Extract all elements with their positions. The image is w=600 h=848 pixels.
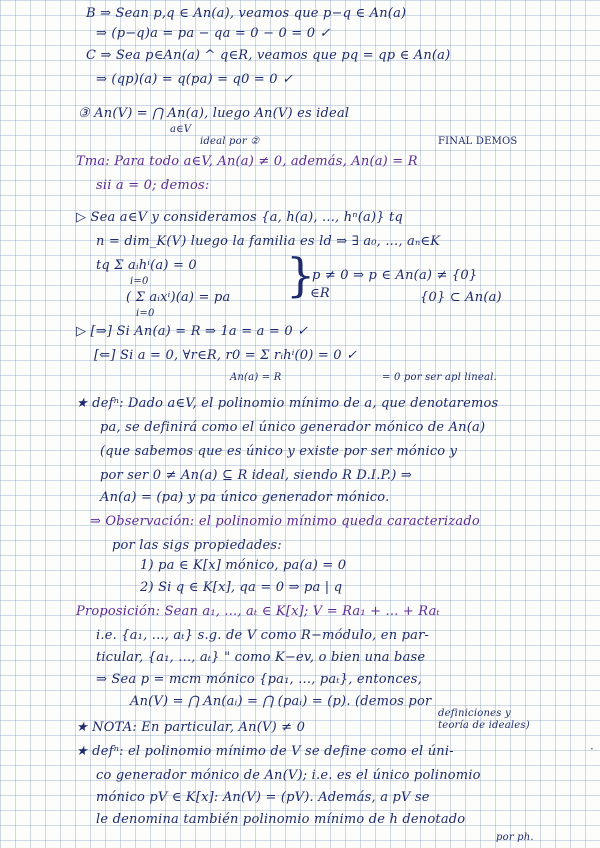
- proof-conclusion-nonzero: p ≠ 0 ⇒ p ∈ An(a) ≠ {0}: [312, 268, 478, 283]
- proposition-note-ideal-theory: teoría de ideales): [438, 720, 530, 731]
- proof-step-consider-family: ▷ Sea a∈V y consideramos {a, h(a), ..., hⁿ(a)} tq: [76, 210, 403, 225]
- proposition-line-5: An(V) = ⋂ An(aᵢ) = ⋂ (paᵢ) = (p). (demos por: [130, 694, 432, 709]
- note-annihilator-nonzero: ★ NOTA: En particular, An(V) ≠ 0: [76, 720, 306, 735]
- def-minimal-polynomial-of-V-3: mónico pV ∈ K[x]: An(V) = (pV). Además, a pV se: [96, 790, 430, 805]
- proof-linear-map-note: = 0 por ser apl lineal.: [382, 372, 497, 383]
- def-minimal-polynomial-4: por ser 0 ≠ An(a) ⊆ R ideal, siendo R D.I.P.) ⇒: [100, 468, 412, 483]
- property-1: 1) pa ∈ K[x] mónico, pa(a) = 0: [140, 558, 347, 573]
- sum-index-2: i=0: [136, 308, 155, 319]
- proof-backward-direction: [⇐] Si a = 0, ∀r∈R, r0 = Σ rᵢhⁱ(0) = 0 ✓: [94, 348, 358, 363]
- line-closure-difference: B ⇒ Sean p,q ∈ An(a), veamos que p−q ∈ An(a): [86, 6, 407, 21]
- proposition-line-4: ⇒ Sea p = mcm mónico {pa₁, ..., paₜ}, entonces,: [96, 672, 422, 687]
- def-minimal-polynomial-of-V-5: por ph.: [496, 832, 534, 843]
- proof-polynomial-equation: ( Σ aᵢxⁱ)(a) = pa: [126, 290, 231, 305]
- proof-backward-annotation: An(a) = R: [230, 372, 282, 383]
- margin-dot: ·: [590, 742, 594, 756]
- proof-conclusion-subset: {0} ⊂ An(a): [420, 290, 502, 305]
- theorem-condition: sii a = 0; demos:: [96, 178, 210, 193]
- proof-conclusion-in-ring: ∈R: [310, 286, 330, 301]
- def-minimal-polynomial-of-V-4: le denomina también polinomio mínimo de h denotado: [96, 812, 466, 827]
- sum-index-1: i=0: [130, 276, 149, 287]
- line-annihilator-intersection: ③ An(V) = ⋂ An(a), luego An(V) es ideal: [78, 106, 350, 121]
- proof-forward-direction: ▷ [⇒] Si An(a) = R ⇒ 1a = a = 0 ✓: [76, 324, 309, 339]
- ideal-by-note: ideal por ②: [200, 136, 260, 147]
- def-minimal-polynomial-5: An(a) = (pa) y pa único generador mónico.: [100, 490, 390, 505]
- def-minimal-polynomial-of-V-1: ★ defⁿ: el polinomio mínimo de V se define como el úni-: [76, 744, 454, 759]
- line-closure-product: C ⇒ Sea p∈An(a) ^ q∈R, veamos que pq = qp ∈ An(a): [86, 48, 451, 63]
- theorem-statement: Tma: Para todo a∈V, An(a) ≠ 0, además, An(a) = R: [76, 154, 418, 169]
- proof-step-linear-dependence: n = dim_K(V) luego la familia es ld ⇒ ∃ a₀, ..., aₙ∈K: [96, 234, 441, 249]
- observation-heading: ⇒ Observación: el polinomio mínimo queda caracterizado: [90, 514, 480, 529]
- line-closure-product-proof: ⇒ (qp)(a) = q(pa) = q0 = 0 ✓: [96, 72, 294, 87]
- proposition-note-definitions: definiciones y: [438, 708, 511, 719]
- def-minimal-polynomial-3: (que sabemos que es único y existe por ser mónico y: [100, 444, 458, 459]
- observation-properties: por las sigs propiedades:: [112, 538, 282, 553]
- proposition-line-2: i.e. {a₁, ..., aₜ} s.g. de V como R−módulo, en par-: [96, 628, 430, 643]
- def-minimal-polynomial-1: ★ defⁿ: Dado a∈V, el polinomio mínimo de a, que denotaremos: [76, 396, 499, 411]
- proof-sum-equation: tq Σ aᵢhⁱ(a) = 0: [96, 258, 197, 273]
- final-demos-label: FINAL DEMOS: [438, 136, 518, 147]
- def-minimal-polynomial-2: pa, se definirá como el único generador mónico de An(a): [100, 420, 486, 435]
- right-brace: }: [286, 248, 316, 302]
- proposition-line-3: ticular, {a₁, ..., aₜ} " como K−ev, o bien una base: [96, 650, 426, 665]
- property-2: 2) Si q ∈ K[x], qa = 0 ⇒ pa | q: [140, 580, 343, 595]
- intersection-subscript: a∈V: [170, 124, 192, 135]
- line-closure-difference-proof: ⇒ (p−q)a = pa − qa = 0 − 0 = 0 ✓: [96, 26, 331, 41]
- proposition-statement: Proposición: Sean a₁, ..., aₜ ∈ K[x]; V = Ra₁ + ... + Raₜ: [76, 604, 440, 619]
- def-minimal-polynomial-of-V-2: co generador mónico de An(V); i.e. es el único polinomio: [96, 768, 481, 783]
